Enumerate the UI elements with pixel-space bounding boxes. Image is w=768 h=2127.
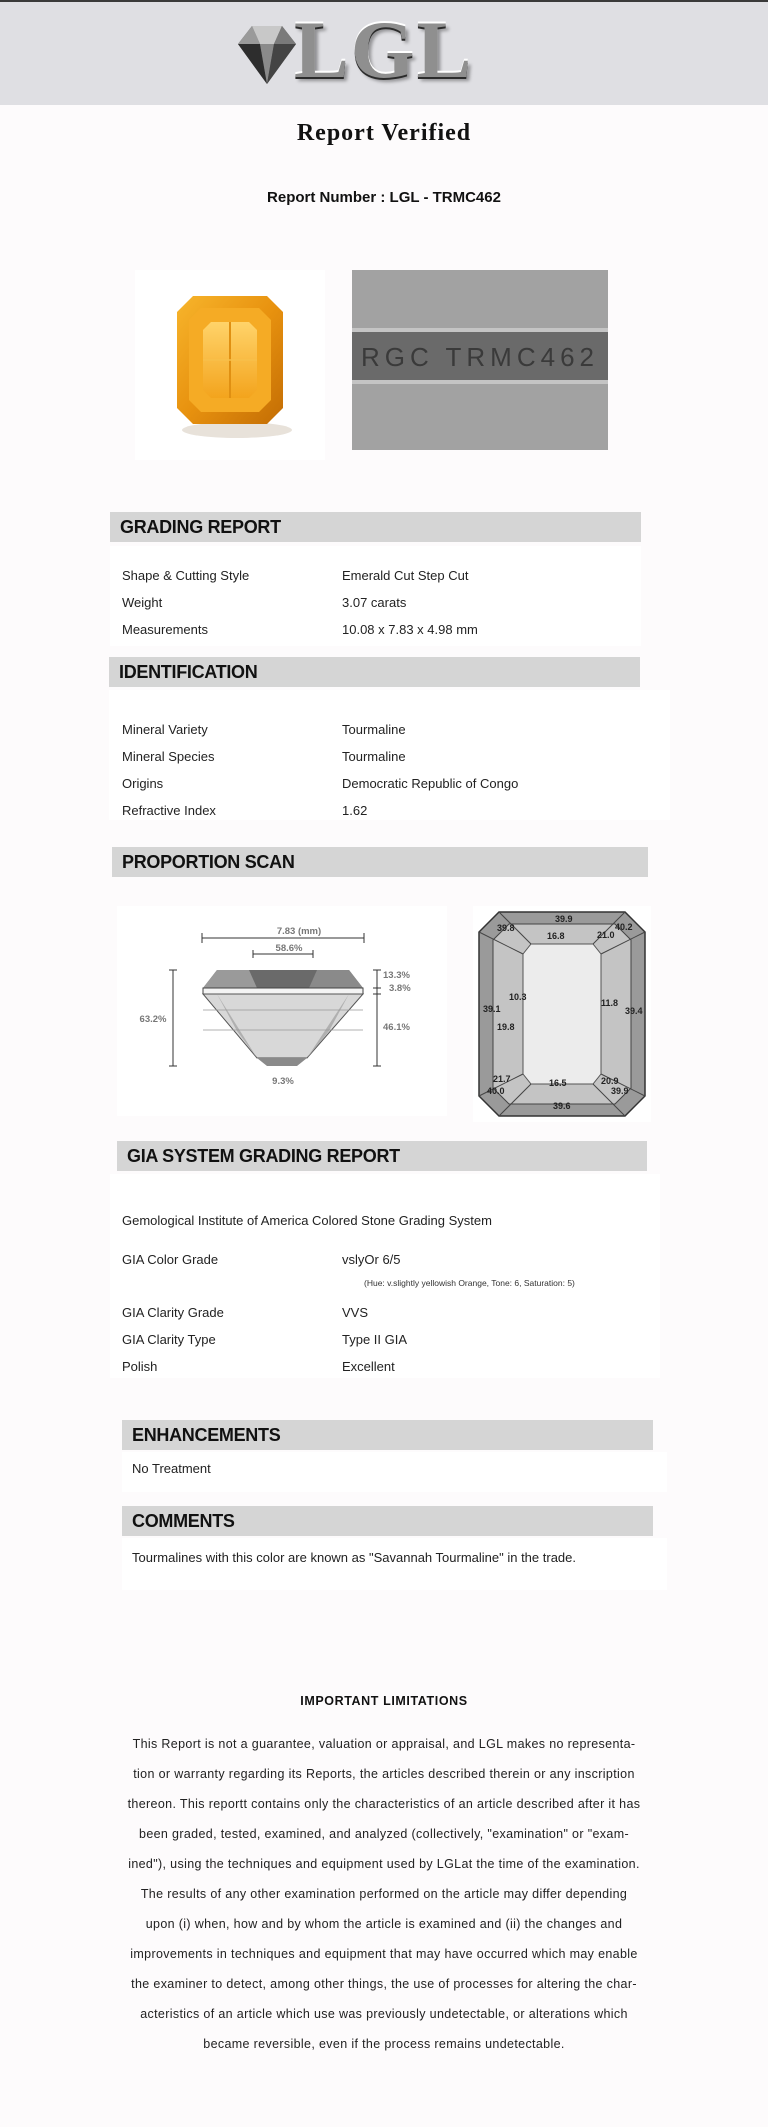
top-view-label: 21.7 xyxy=(493,1074,511,1084)
row-value: vslyOr 6/5 xyxy=(342,1252,401,1267)
row-label: Origins xyxy=(122,776,164,791)
enhancements-text: No Treatment xyxy=(132,1461,211,1476)
profile-width-label: 7.83 (mm) xyxy=(276,926,322,937)
limitations-line: thereon. This reportt contains only the characteristics of an article described after it has xyxy=(127,1797,641,1811)
header-banner xyxy=(0,0,768,105)
row-label: Refractive Index xyxy=(122,803,216,818)
inscription-text: RGC TRMC462 xyxy=(360,342,600,372)
top-view-label: 16.8 xyxy=(547,931,565,941)
diamond-icon xyxy=(232,22,302,88)
logo-text: LGL xyxy=(294,4,474,95)
profile-pavilion-label: 46.1% xyxy=(383,1022,410,1033)
profile-depth-label: 63.2% xyxy=(139,1014,167,1025)
row-value: Excellent xyxy=(342,1359,395,1374)
section-gia-grading: GIA SYSTEM GRADING REPORT xyxy=(117,1141,647,1171)
row-value: VVS xyxy=(342,1305,369,1320)
inscription-photo xyxy=(352,270,608,450)
row-label: Mineral Species xyxy=(122,749,215,764)
row-label: Mineral Variety xyxy=(122,722,208,737)
row-value: Type II GIA xyxy=(342,1332,408,1347)
row-value: 1.62 xyxy=(342,803,368,818)
limitations-heading: IMPORTANT LIMITATIONS xyxy=(300,1694,468,1708)
section-proportion-scan: PROPORTION SCAN xyxy=(112,847,648,877)
row-value: Tourmaline xyxy=(342,749,406,764)
limitations-line: became reversible, even if the process remains undetectable. xyxy=(203,2037,565,2051)
top-view-label: 10.3 xyxy=(509,992,527,1002)
row-label: Polish xyxy=(122,1359,158,1374)
top-view-label: 40.2 xyxy=(615,922,633,932)
comments-panel xyxy=(122,1538,667,1590)
row-value: Tourmaline xyxy=(342,722,406,737)
top-view-label: 19.8 xyxy=(497,1022,515,1032)
row-value: Emerald Cut Step Cut xyxy=(342,568,469,583)
top-view-label: 21.0 xyxy=(597,930,615,940)
row-value: 10.08 x 7.83 x 4.98 mm xyxy=(342,622,478,637)
limitations-line: The results of any other examination performed on the article may differ depending xyxy=(140,1887,628,1901)
row-label: GIA Clarity Grade xyxy=(122,1305,224,1320)
row-label: Measurements xyxy=(122,622,208,637)
row-label: GIA Color Grade xyxy=(122,1252,219,1267)
report-number: Report Number : LGL - TRMC462 xyxy=(267,189,501,206)
limitations-line: acteristics of an article which use was previously undetectable, or alterations which xyxy=(140,2007,628,2021)
profile-crown-label: 13.3% xyxy=(383,970,410,981)
limitations-line: tion or warranty regarding its Reports, the articles described therein or any inscription xyxy=(133,1767,635,1781)
grading-report-panel xyxy=(110,546,641,646)
limitations-line: upon (i) when, how and by whom the article is examined and (ii) the changes and xyxy=(145,1917,623,1931)
section-enhancements: ENHANCEMENTS xyxy=(122,1420,653,1450)
limitations-line: the examiner to detect, among other things, the use of processes for altering the char- xyxy=(131,1977,637,1991)
gia-color-note: (Hue: v.slightly yellowish Orange, Tone: 6, Saturation: 5) xyxy=(364,1278,575,1288)
profile-girdle-label: 3.8% xyxy=(389,983,411,994)
row-label: Shape & Cutting Style xyxy=(122,568,250,583)
top-view-label: 39.9 xyxy=(611,1086,629,1096)
top-view-label: 20.9 xyxy=(601,1076,619,1086)
top-view-label: 39.9 xyxy=(555,914,573,924)
lgl-logo xyxy=(232,4,492,96)
top-view-label: 39.6 xyxy=(553,1101,571,1111)
profile-table-label: 58.6% xyxy=(275,943,303,954)
identification-panel xyxy=(109,690,670,820)
comments-text: Tourmalines with this color are known as "Savannah Tourmaline" in the trade. xyxy=(132,1550,576,1565)
profile-culet-label: 9.3% xyxy=(272,1076,294,1087)
top-view-label: 39.4 xyxy=(625,1006,643,1016)
gia-panel xyxy=(110,1174,660,1378)
limitations-line: ined"), using the techniques and equipment used by LGLat the time of the examination. xyxy=(128,1857,640,1871)
row-label: Weight xyxy=(122,595,163,610)
profile-diagram xyxy=(117,906,447,1116)
enhancements-panel xyxy=(122,1452,667,1492)
row-value: Democratic Republic of Congo xyxy=(342,776,519,791)
gia-system-name: Gemological Institute of America Colored Stone Grading System xyxy=(122,1213,492,1228)
section-grading-report: GRADING REPORT xyxy=(110,512,641,542)
top-view-label: 11.8 xyxy=(601,998,619,1008)
limitations-line: improvements in techniques and equipment that may have occurred which may enable xyxy=(130,1947,638,1961)
section-identification: IDENTIFICATION xyxy=(109,657,640,687)
section-comments: COMMENTS xyxy=(122,1506,653,1536)
limitations-line: This Report is not a guarantee, valuation or appraisal, and LGL makes no representa- xyxy=(132,1737,636,1751)
row-label: GIA Clarity Type xyxy=(122,1332,216,1347)
page-title: Report Verified xyxy=(296,120,472,146)
top-view-diagram xyxy=(473,906,651,1122)
row-value: 3.07 carats xyxy=(342,595,407,610)
top-view-label: 39.8 xyxy=(497,923,515,933)
top-view-label: 39.1 xyxy=(483,1004,501,1014)
top-view-label: 16.5 xyxy=(549,1078,567,1088)
limitations-line: been graded, tested, examined, and analyzed (collectively, "examination" or "exam- xyxy=(139,1827,629,1841)
gemstone-photo xyxy=(135,270,325,460)
top-view-label: 40.0 xyxy=(487,1086,505,1096)
